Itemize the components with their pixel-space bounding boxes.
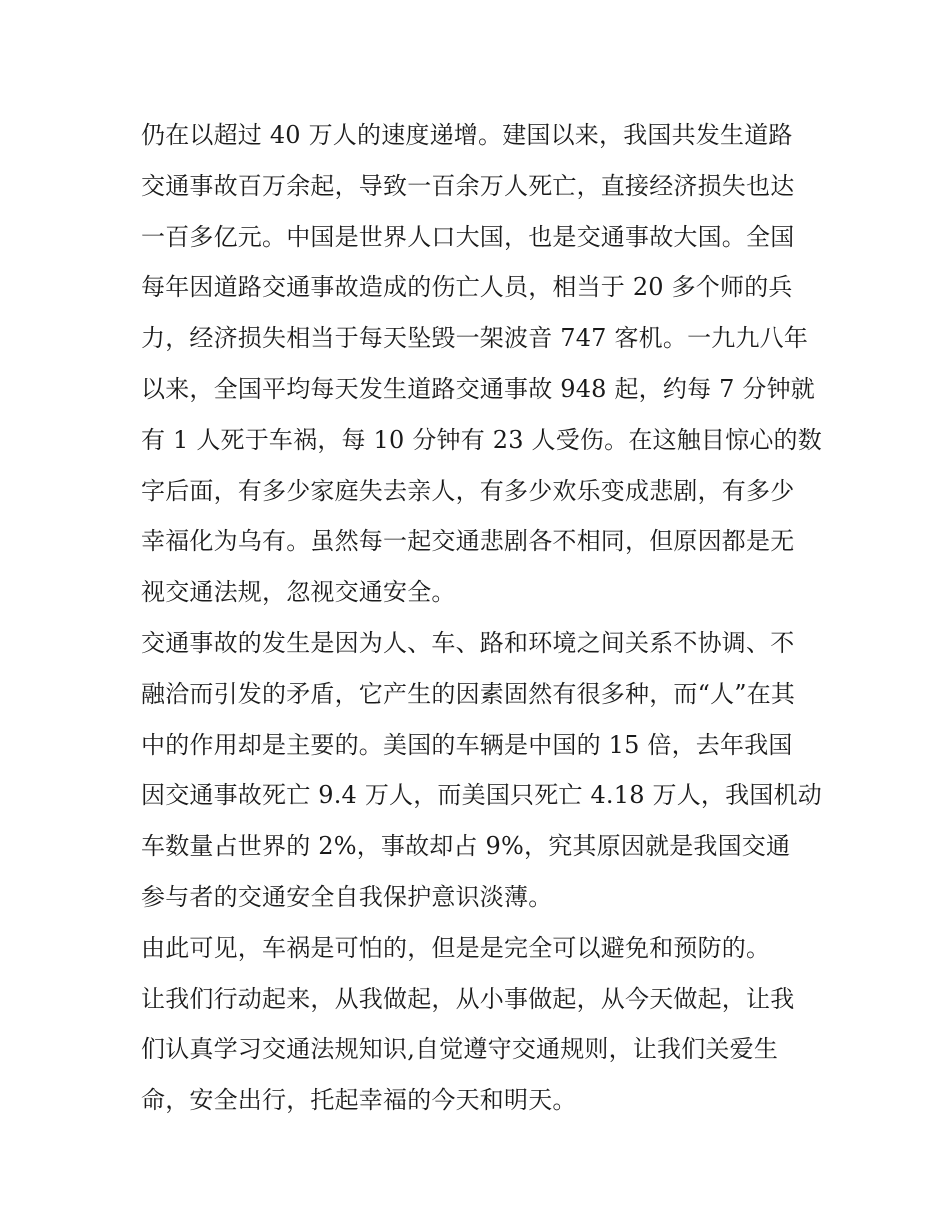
text-line: 以来，全国平均每天发生道路交通事故 948 起，约每 7 分钟就 xyxy=(141,374,815,403)
text-line: 让我们行动起来，从我做起，从小事做起，从今天做起，让我 xyxy=(141,984,795,1013)
paragraph-2 xyxy=(141,618,821,923)
text-line: 每年因道路交通事故造成的伤亡人员，相当于 20 多个师的兵 xyxy=(141,273,793,302)
text-line: 一百多亿元。中国是世界人口大国，也是交通事故大国。全国 xyxy=(141,222,795,251)
text-line: 们认真学习交通法规知识,自觉遵守交通规则，让我们关爱生 xyxy=(141,1035,779,1064)
text-line: 交通事故的发生是因为人、车、路和环境之间关系不协调、不 xyxy=(141,628,795,657)
text-line: 命，安全出行，托起幸福的今天和明天。 xyxy=(141,1086,577,1115)
paragraph-4 xyxy=(141,974,821,1126)
text-line: 因交通事故死亡 9.4 万人，而美国只死亡 4.18 万人，我国机动 xyxy=(141,781,822,810)
text-line: 力，经济损失相当于每天坠毁一架波音 747 客机。一九九八年 xyxy=(141,324,809,353)
text-line: 仍在以超过 40 万人的速度递增。建国以来，我国共发生道路 xyxy=(141,121,793,149)
text-line: 视交通法规，忽视交通安全。 xyxy=(141,578,456,607)
document-body xyxy=(141,110,821,1126)
text-line: 中的作用却是主要的。美国的车辆是中国的 15 倍，去年我国 xyxy=(141,730,793,759)
paragraph-3 xyxy=(141,923,821,974)
text-line: 幸福化为乌有。虽然每一起交通悲剧各不相同，但原因都是无 xyxy=(141,527,795,556)
text-line: 有 1 人死于车祸，每 10 分钟有 23 人受伤。在这触目惊心的数 xyxy=(141,425,822,454)
text-line: 车数量占世界的 2%，事故却占 9%，究其原因就是我国交通 xyxy=(141,832,791,861)
paragraph-1 xyxy=(141,110,821,618)
text-line: 参与者的交通安全自我保护意识淡薄。 xyxy=(141,882,553,911)
text-line: 交通事故百万余起，导致一百余万人死亡，直接经济损失也达 xyxy=(141,171,795,200)
text-line: 由此可见，车祸是可怕的，但是是完全可以避免和预防的。 xyxy=(141,933,771,962)
text-line: 融洽而引发的矛盾，它产生的因素固然有很多种，而“人”在其 xyxy=(141,679,796,708)
text-line: 字后面，有多少家庭失去亲人，有多少欢乐变成悲剧，有多少 xyxy=(141,476,795,505)
